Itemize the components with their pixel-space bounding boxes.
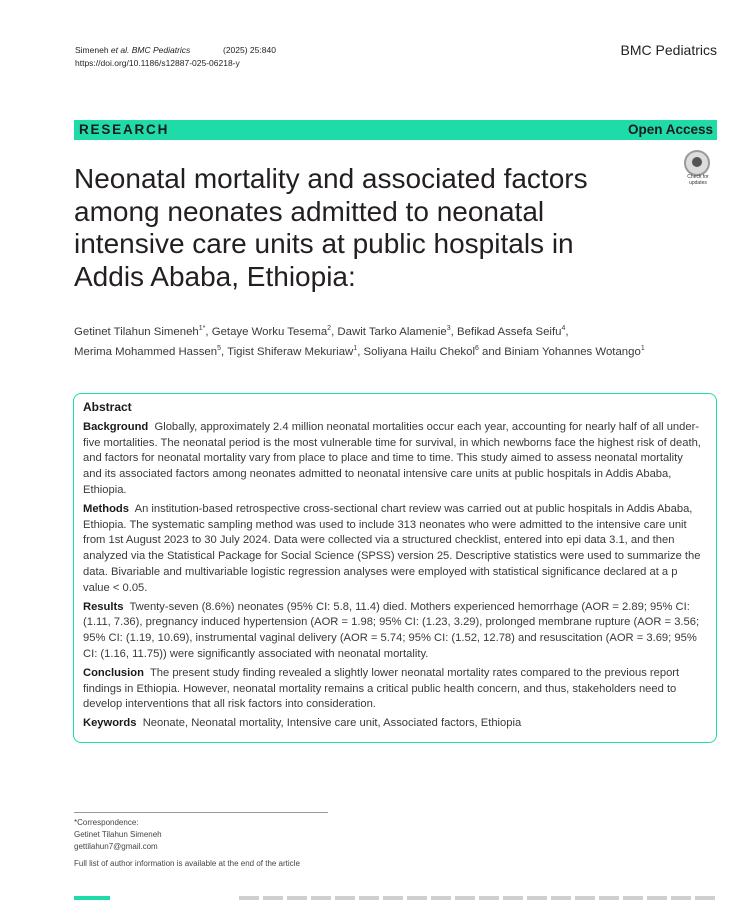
author-info-note: Full list of author information is available at the end of the article [74, 859, 300, 868]
author-affiliation: 1 [353, 344, 358, 352]
author-name[interactable]: Biniam Yohannes Wotango [504, 345, 641, 358]
keywords-label: Keywords [83, 717, 137, 730]
conclusion-text: The present study finding revealed a slightly lower neonatal mortality rates compared to the previous report findings in Ethiopia. However, neonatal mortality remains a critical public health concern, and thus, stakeholders need to develop interventions that all risk factors into consideration. [83, 666, 680, 711]
author-separator: , [220, 345, 228, 358]
check-updates-label: Check for updates [687, 174, 709, 186]
methods-text: An institution-based retrospective cross-sectional chart review was carried out at public hospitals in Addis Ababa, Ethiopia. The systematic sampling method was used to include 313 neonates who were admitted to the intensive care unit from 1st August 2023 to 30 July 2024. Data were collected via a structured checklist, entered into epi data 3.1, and then analyzed via the Statistical Package for Social Science (SPSS) version 25. Descriptive statistics were used to summarize the data. Bivariable and multivariable logistic regression analyses were employed with statistical significance declared at a p value < 0.05. [83, 502, 701, 594]
author-affiliation: 3 [446, 325, 451, 332]
results-text: Twenty-seven (8.6%) neonates (95% CI: 5.8, 11.4) died. Mothers experienced hemorrhage (AOR = 2.89; 95% CI: (1.11, 7.36), pregnancy induced hypertension (AOR = 1.98; 95% CI: (1.23, 3.29), prolonged membrane rupture (AOR = 3.56; 95% CI: (1.19, 10.69), instrumental vaginal delivery (AOR = 5.74; 95% CI: (1.52, 12.78) and resuscitation (AOR = 3.69; 95% CI: (1.16, 11.75)) were significantly associated with neonatal mortality. [83, 600, 700, 660]
methods-label: Methods [83, 502, 129, 515]
author-separator: , [205, 326, 212, 338]
author-affiliation: 5 [217, 344, 221, 352]
abstract-methods [83, 502, 701, 597]
author-name[interactable]: Getaye Worku Tesema [211, 326, 328, 338]
author-name[interactable]: Soliyana Hailu Chekol [363, 345, 475, 358]
author-name[interactable]: Merima Mohammed Hassen [74, 345, 218, 358]
check-updates-icon [684, 150, 710, 176]
author-separator: , [357, 345, 364, 358]
citation-year: (2025) 25:840 [223, 45, 276, 55]
citation-etal: et al. BMC Pediatrics [110, 45, 191, 55]
doi-link[interactable]: https://doi.org/10.1186/s12887-025-06218-y [75, 58, 240, 68]
journal-name: BMC Pediatrics [620, 42, 717, 58]
background-label: Background [83, 420, 149, 433]
abstract-background [83, 420, 701, 499]
abstract-conclusion [83, 666, 701, 713]
abstract-heading: Abstract [83, 400, 132, 414]
citation-authors: Simeneh [75, 45, 111, 55]
correspondence [74, 817, 162, 853]
abstract-results [83, 600, 701, 663]
author-affiliation: 6 [474, 344, 479, 352]
author-affiliation: 4 [561, 325, 566, 332]
author-name[interactable]: Getinet Tilahun Simeneh [74, 326, 199, 338]
article-type-banner [74, 120, 717, 140]
open-access-label: Open Access [627, 122, 713, 137]
correspondence-name: Getinet Tilahun Simeneh [74, 830, 162, 839]
author-affiliation: 1 [640, 344, 645, 352]
license-text [239, 896, 718, 900]
author-list [74, 323, 714, 362]
footnote-divider [74, 812, 328, 813]
article-title: Neonatal mortality and associated factors among neonates admitted to neonatal intensive care units at public hospitals in Addis Ababa, Ethiopia: [74, 163, 588, 292]
conclusion-label: Conclusion [83, 666, 144, 679]
author-separator: and [478, 345, 505, 358]
check-for-updates-button[interactable] [680, 150, 716, 188]
author-separator: , [565, 326, 569, 338]
abstract-keywords [83, 716, 701, 732]
author-name[interactable]: Befikad Assefa Seifu [456, 326, 562, 338]
author-name[interactable]: Dawit Tarko Alamenie [337, 326, 447, 338]
bmc-logo [74, 896, 110, 900]
abstract-box [73, 393, 717, 743]
results-label: Results [83, 600, 124, 613]
keywords-text: Neonate, Neonatal mortality, Intensive care unit, Associated factors, Ethiopia [142, 717, 522, 730]
citation-line [75, 44, 276, 57]
author-affiliation: 1* [198, 325, 206, 332]
background-text: Globally, approximately 2.4 million neonatal mortalities occur each year, accounting for nearly half of all under-five mortalities. The neonatal period is the most vulnerable time for survival, in which newborns face the highest risk of death, and factors for neonatal mortality vary from place to place and time to time. This study aimed to assess neonatal mortality and its associated factors among neonates admitted to neonatal intensive care units at public hospitals in Addis Ababa, Ethiopia. [83, 420, 701, 496]
author-separator: , [331, 326, 338, 338]
citation-header [75, 44, 276, 70]
section-label: RESEARCH [79, 122, 170, 137]
author-separator: , [450, 326, 457, 338]
publisher-footer [74, 896, 718, 900]
author-affiliation: 2 [327, 325, 332, 332]
author-name[interactable]: Tigist Shiferaw Mekuriaw [227, 345, 354, 358]
correspondence-email[interactable]: gettilahun7@gmail.com [74, 842, 158, 851]
correspondence-label: *Correspondence: [74, 818, 139, 827]
